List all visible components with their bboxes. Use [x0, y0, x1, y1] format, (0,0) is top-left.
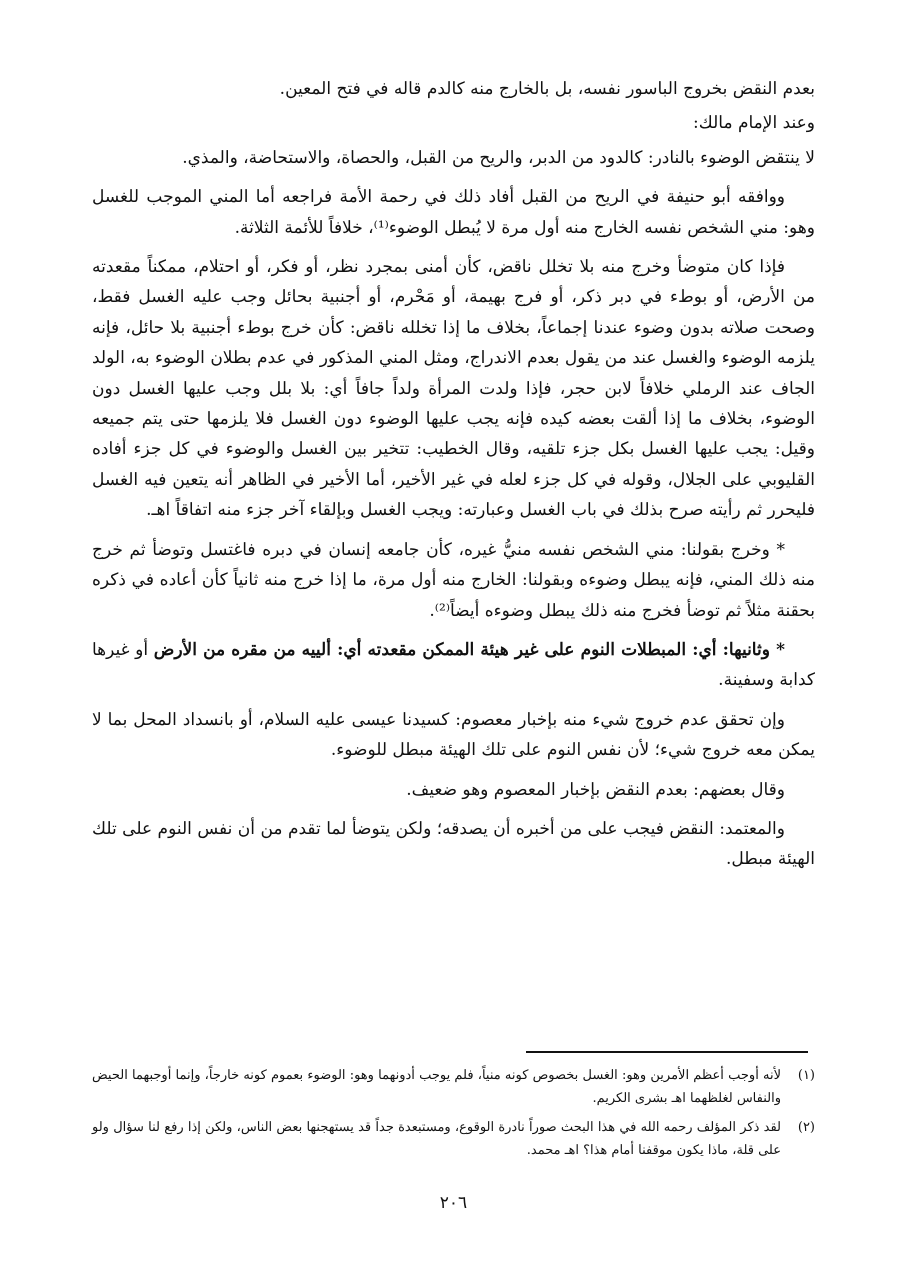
footnote-text: لقد ذكر المؤلف رحمه الله في هذا البحث صوراً نادرة الوقوع، ومستبعدة جداً قد يستهجنها بعض الناس، ولكن إذا رفع لنا سؤال ولو على قلة، ماذا يكون موقفنا أمام هذا؟ اهـ محمد. — [92, 1120, 781, 1158]
paragraph: ووافقه أبو حنيفة في الريح من القبل أفاد ذلك في رحمة الأمة فراجعه أما المني الموجب للغسل وهو: مني الشخص نفسه الخارج منه أول مرة لا يُبطل الوضوء⁽¹⁾، خلافاً للأئمة الثلاثة. — [92, 187, 815, 238]
footnote-divider — [526, 1051, 808, 1053]
footnotes — [92, 1064, 815, 1168]
footnote-number: (٢) — [797, 1120, 815, 1135]
main-text — [92, 74, 815, 884]
footnote — [92, 1116, 815, 1162]
footnote-text: لأنه أوجب أعظم الأمرين وهو: الغسل بخصوص كونه منياً، فلم يوجب أدونهما وهو: الوضوء بعموم كونه خارجاً، وإنما أوجبهما الحيض والنفاس لغلظهما اهـ بشرى الكريم. — [92, 1068, 781, 1106]
paragraph: * وخرج بقولنا: مني الشخص نفسه منيُّ غيره، كأن جامعه إنسان في دبره فاغتسل وتوضأ ثم خرج منه ذلك المني، فإنه يبطل وضوءه وبقولنا: الخارج منه أول مرة، ما إذا خرج منه ثانياً كأن أعاده في ذكره بحقنة مثلاً ثم توضأ فخرج منه ذلك يبطل وضوءه أيضاً⁽²⁾. — [92, 539, 815, 621]
footnote-number: (١) — [797, 1068, 815, 1083]
paragraph: وإن تحقق عدم خروج شيء منه بإخبار معصوم: كسيدنا عيسى عليه السلام، أو بانسداد المحل بما لا يمكن معه خروج شيء؛ لأن نفس النوم على تلك الهيئة مبطل للوضوء. — [92, 709, 815, 761]
paragraph: لا ينتقض الوضوء بالنادر: كالدود من الدبر، والريح من القبل، والحصاة، والاستحاضة، والمذي. — [182, 147, 815, 168]
page-number: ٢٠٦ — [439, 1193, 468, 1213]
paragraph: والمعتمد: النقض فيجب على من أخبره أن يصدقه؛ ولكن يتوضأ لما تقدم من أن نفس النوم على تلك الهيئة مبطل. — [92, 818, 815, 870]
section-paragraph — [92, 635, 815, 696]
paragraph: فإذا كان متوضأ وخرج منه بلا تخلل ناقض، كأن أمنى بمجرد نظر، أو فكر، أو احتلام، ممكناً مقعدته من الأرض، أو بوطء في دبر ذكر، أو فرج بهيمة، أو مَحْرم، أو أجنبية بحائل وجب عليه الغسل فقط، وصحت صلاته بدون وضوء عندنا إجماعاً، بخلاف ما إذا تخلله ناقض: كأن خرج بوطء أجنبية بلا حائل، فإنه يلزمه الوضوء والغسل عند من يقول بعدم الاندراج، ومثل المني المذكور في عدم بطلان الوضوء به، الولد الجاف عند الرملي خلافاً لابن حجر، فإذا ولدت المرأة ولداً جافاً أي: بلا بلل وجب عليها الغسل دون الوضوء، بخلاف ما إذا ألقت بعضه كيده فإنه يجب عليها الوضوء دون الغسل فلا يلزمها حتى يتم جميعه وقيل: يجب عليها الغسل بكل جزء تلقيه، وقال الخطيب: تتخير بين الغسل والوضوء في كل جزء أفاده القليوبي على الجلال، وقوله في كل جزء لعله في غير الأخير، أما الأخير في الظاهر أنه يتعين فيه الغسل فليحرر ثم رأيته صرح بذلك في باب الغسل وعبارته: ويجب الغسل وبإلقاء آخر جزء منه اتفاقاً اهـ. — [92, 257, 816, 521]
paragraph: وعند الإمام مالك: — [693, 113, 815, 134]
footnote — [92, 1064, 815, 1110]
paragraph: وقال بعضهم: بعدم النقض بإخبار المعصوم وهو ضعيف. — [406, 779, 785, 800]
paragraph: بعدم النقض بخروج الباسور نفسه، بل بالخارج منه كالدم قاله في فتح المعين. — [279, 79, 815, 99]
section-text: أو غيرها كدابة وسفينة. — [92, 639, 815, 691]
section-heading: * وثانيها: أي: المبطلات النوم على غير هيئة الممكن مقعدته أي: ألييه من مقره من الأرض — [153, 639, 785, 660]
